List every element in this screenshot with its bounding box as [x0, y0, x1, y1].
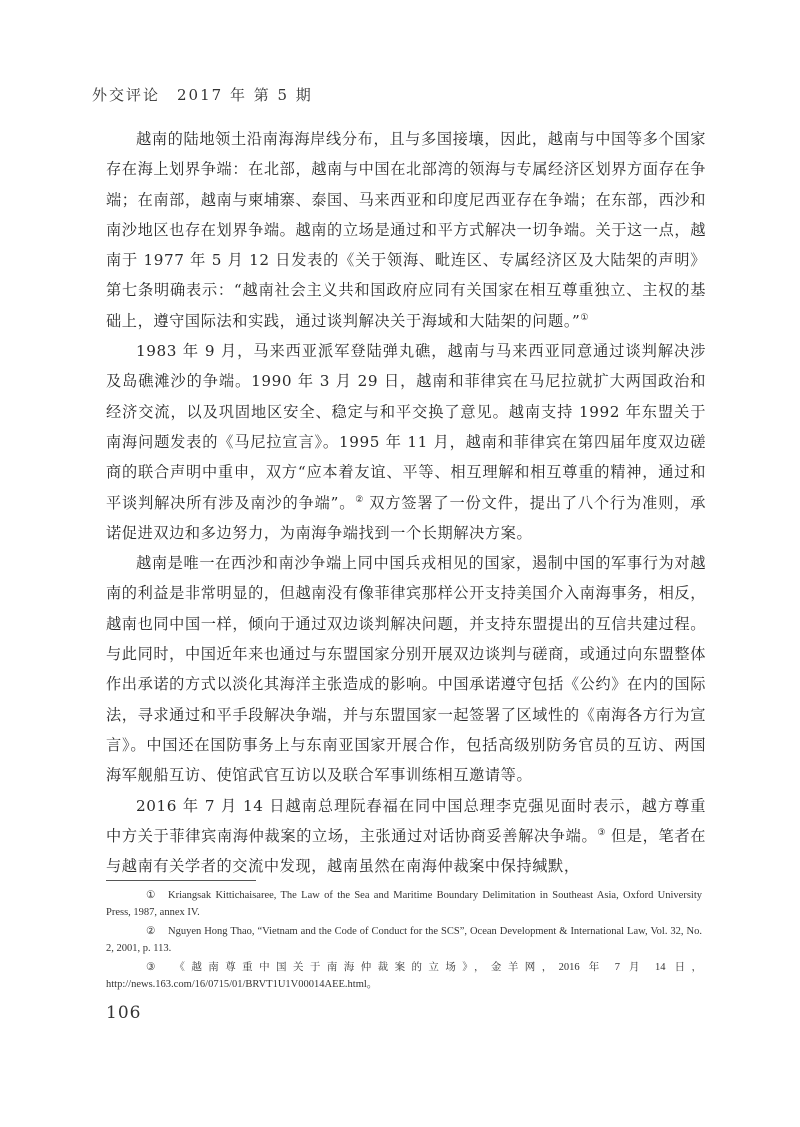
footnote-mark: ①: [146, 890, 156, 901]
footnote: [106, 960, 702, 993]
paragraph: [106, 548, 706, 790]
footnotes: [106, 888, 702, 996]
paragraph: [106, 124, 706, 336]
footnote-ref[interactable]: ①: [580, 312, 589, 323]
paragraph-text: 2016 年 7 月 14 日越南总理阮春福在同中国总理李克强见面时表示，越方尊重中方关于菲律宾南海仲裁案的立场，主张通过对话协商妥善解决争端。: [106, 796, 706, 845]
footnote-divider: [106, 880, 256, 881]
paragraph-text: 双方签署了一份文件，提出了八个行为准则，承诺促进双边和多边努力，为南海争端找到一个长期解决方案。: [106, 493, 706, 542]
footnote-text: Kriangsak Kittichaisaree, The Law of the Sea and Maritime Boundary Delimitation in Southeast Asia, Oxford University Press, 1987, annex IV.: [106, 890, 702, 918]
body-text: [106, 124, 706, 881]
footnote-ref[interactable]: ②: [355, 494, 364, 505]
footnote-mark: ②: [146, 926, 156, 937]
page-number: 106: [106, 1003, 142, 1023]
footnote-mark: ③: [146, 962, 156, 973]
footnote: [106, 888, 702, 921]
footnote-text: 《越南尊重中国关于南海仲裁案的立场》，金羊网，2016 年 7 月 14 日，http://news.163.com/16/0715/01/BRVT1U1V00014AEE.html。: [106, 962, 702, 990]
footnote-text: Nguyen Hong Thao, “Vietnam and the Code of Conduct for the SCS”, Ocean Development & International Law, Vol. 32, No. 2, 2001, p. 113.: [106, 926, 702, 954]
paragraph-text: 但是，笔者在与越南有关学者的交流中发现，越南虽然在南海仲裁案中保持缄默，: [106, 826, 706, 876]
paragraph-text: 越南的陆地领土沿南海海岸线分布，且与多国接壤，因此，越南与中国等多个国家存在海上划界争端：在北部，越南与中国在北部湾的领海与专属经济区划界方面存在争端；在南部，越南与柬埔寨、泰国、马来西亚和印度尼西亚存在争端；在东部，西沙和南沙地区也存在划界争端。越南的立场是通过和平方式解决一切争端。关于这一点，越南于 1977 年 5 月 12 日发表的《关于领海、毗连区、专属经济区及大陆架的声明》第七条明确表示：“越南社会主义共和国政府应同有关国家在相互尊重独立、主权的基础上，遵守国际法和实践，通过谈判解决关于海域和大陆架的问题。”: [106, 130, 706, 330]
footnote-ref[interactable]: ③: [597, 827, 606, 838]
paragraph-text: 越南是唯一在西沙和南沙争端上同中国兵戎相见的国家，遏制中国的军事行为对越南的利益是非常明显的，但越南没有像菲律宾那样公开支持美国介入南海事务，相反，越南也同中国一样，倾向于通过双边谈判解决问题，并支持东盟提出的互信共建过程。与此同时，中国近年来也通过与东盟国家分别开展双边谈判与磋商，或通过向东盟整体作出承诺的方式以淡化其海洋主张造成的影响。中国承诺遵守包括《公约》在内的国际法，寻求通过和平手段解决争端，并与东盟国家一起签署了区域性的《南海各方行为宣言》。中国还在国防事务上与东南亚国家开展合作，包括高级别防务官员的互访、两国海军舰船互访、使馆武官互访以及联合军事训练相互邀请等。: [106, 554, 706, 785]
running-head: 外交评论 2017 年 第 5 期: [92, 86, 313, 104]
paragraph: [106, 336, 706, 548]
paragraph-text: 1983 年 9 月，马来西亚派军登陆弹丸礁，越南与马来西亚同意通过谈判解决涉及岛礁滩沙的争端。1990 年 3 月 29 日，越南和菲律宾在马尼拉就扩大两国政治和经济交流，以及巩固地区安全、稳定与和平交换了意见。越南支持 1992 年东盟关于南海问题发表的《马尼拉宣言》。1995 年 11 月，越南和菲律宾在第四届年度双边磋商的联合声明中重申，双方“应本着友谊、平等、相互理解和相互尊重的精神，通过和平谈判解决所有涉及南沙的争端”。: [106, 342, 706, 512]
footnote: [106, 924, 702, 957]
paragraph: [106, 791, 706, 882]
